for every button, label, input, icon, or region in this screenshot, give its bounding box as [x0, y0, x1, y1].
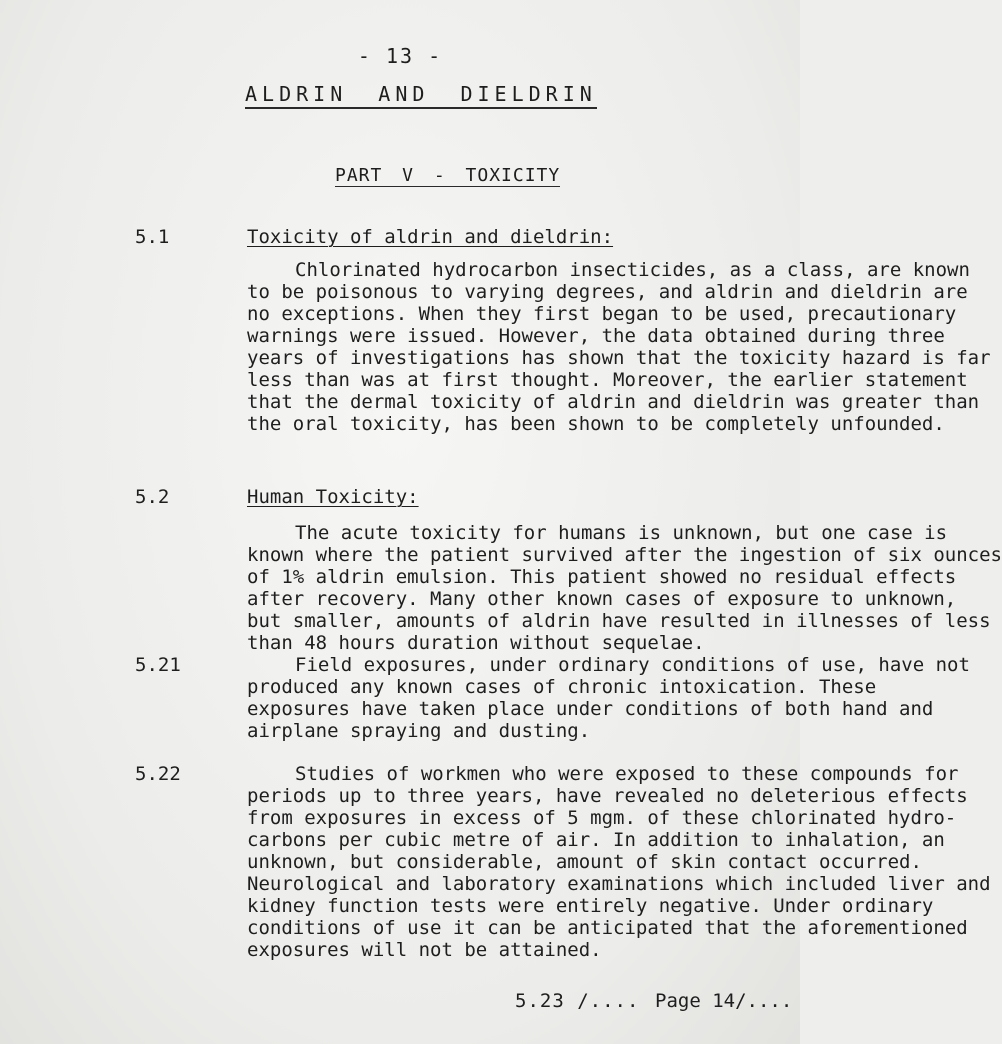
text-line: airplane spraying and dusting.	[247, 720, 591, 742]
section-number: 5.21	[135, 654, 181, 676]
text-line: of 1% aldrin emulsion. This patient showed no residual effects	[247, 566, 957, 588]
text-line: periods up to three years, have revealed no deleterious effects	[247, 785, 968, 807]
text-line: from exposures in excess of 5 mgm. of these chlorinated hydro-	[247, 807, 957, 829]
text-line: the oral toxicity, has been shown to be completely unfounded.	[247, 413, 945, 435]
text-line: Studies of workmen who were exposed to these compounds for	[295, 763, 959, 785]
text-line: years of investigations has shown that the toxicity hazard is far	[247, 347, 991, 369]
next-page-reference: Page 14/....	[655, 990, 793, 1012]
document-title: ALDRIN AND DIELDRIN	[245, 82, 597, 109]
part-title: PART V - TOXICITY	[335, 165, 561, 186]
text-line: kidney function tests were entirely negative. Under ordinary	[247, 895, 934, 917]
section-heading: Human Toxicity:	[247, 486, 419, 508]
section-paragraph	[247, 522, 1002, 654]
text-line: Field exposures, under ordinary conditions of use, have not	[295, 654, 970, 676]
text-line: produced any known cases of chronic intoxication. These	[247, 676, 877, 698]
text-line: unknown, but considerable, amount of skin contact occurred.	[247, 851, 922, 873]
section-paragraph	[247, 763, 991, 961]
section-paragraph	[247, 259, 991, 435]
section-number: 5.2	[135, 486, 170, 508]
text-line: carbons per cubic metre of air. In addition to inhalation, an	[247, 829, 945, 851]
section-paragraph	[247, 654, 970, 742]
text-line: to be poisonous to varying degrees, and aldrin and dieldrin are	[247, 281, 968, 303]
text-line: than 48 hours duration without sequelae.	[247, 632, 705, 654]
text-line: Neurological and laboratory examinations which included liver and	[247, 873, 991, 895]
text-line: after recovery. Many other known cases of exposure to unknown,	[247, 588, 957, 610]
continuation-reference: 5.23 /....	[515, 990, 640, 1012]
text-line: known where the patient survived after the ingestion of six ounces	[247, 544, 1002, 566]
text-line: but smaller, amounts of aldrin have resulted in illnesses of less	[247, 610, 991, 632]
text-line: that the dermal toxicity of aldrin and dieldrin was greater than	[247, 391, 980, 413]
text-line: no exceptions. When they first began to be used, precautionary	[247, 303, 957, 325]
section-heading: Toxicity of aldrin and dieldrin:	[247, 226, 614, 248]
section-number: 5.22	[135, 763, 181, 785]
text-line: less than was at first thought. Moreover, the earlier statement	[247, 369, 968, 391]
page-number: - 13 -	[357, 44, 443, 68]
text-line: exposures will not be attained.	[247, 939, 602, 961]
text-line: conditions of use it can be anticipated that the aforementioned	[247, 917, 968, 939]
section-number: 5.1	[135, 226, 170, 248]
text-line: Chlorinated hydrocarbon insecticides, as a class, are known	[295, 259, 970, 281]
text-line: The acute toxicity for humans is unknown, but one case is	[295, 522, 948, 544]
text-line: exposures have taken place under conditions of both hand and	[247, 698, 934, 720]
text-line: warnings were issued. However, the data obtained during three	[247, 325, 945, 347]
